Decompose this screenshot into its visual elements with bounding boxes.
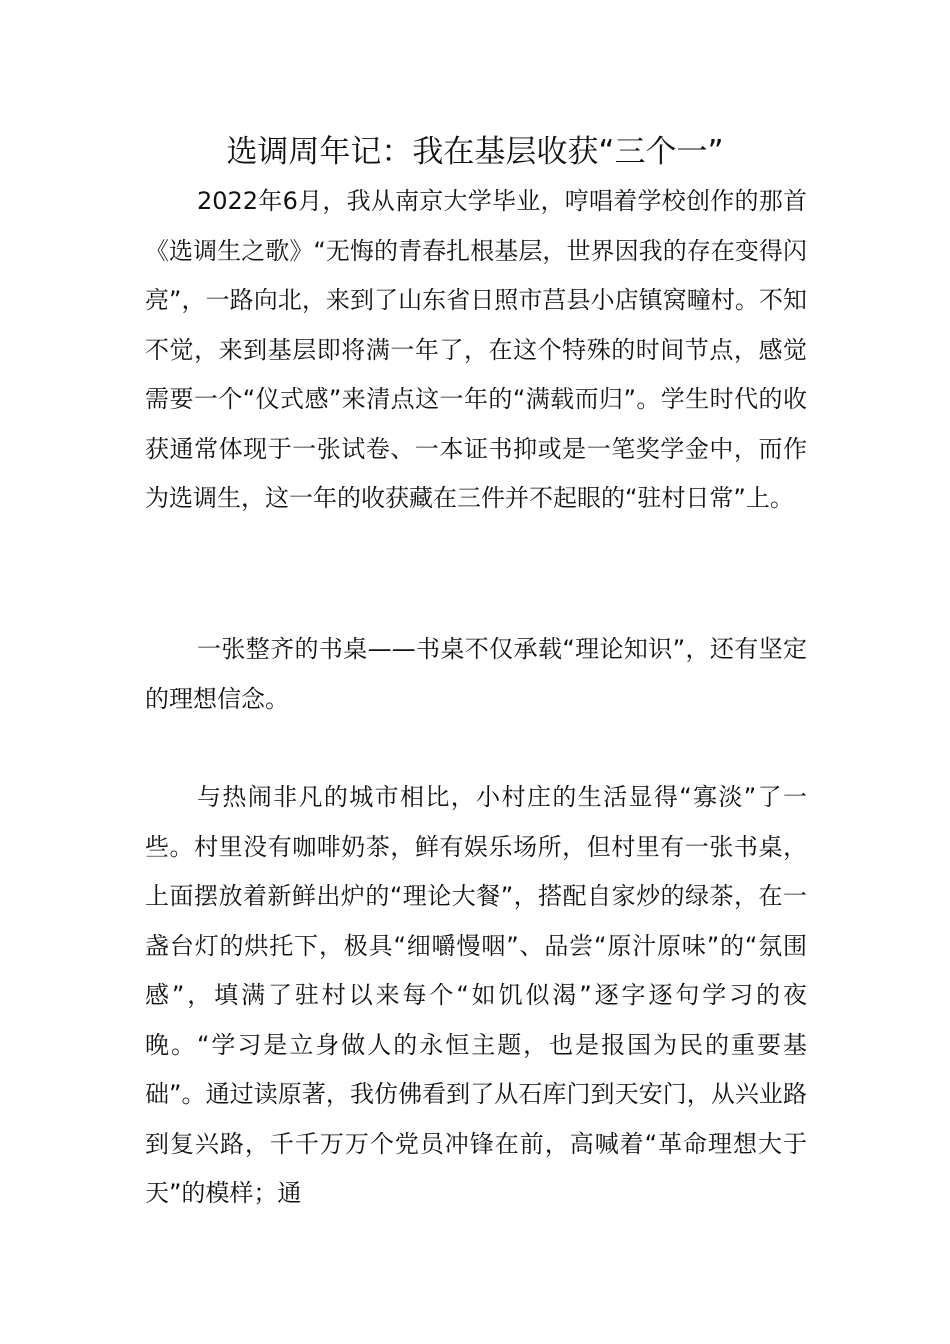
- paragraph-graduation: 2022年6月，我从南京大学毕业，哼唱着学校创作的那首《选调生之歌》“无悔的青春扎根基层，世界因我的存在变得闪亮”，一路向北，来到了山东省日照市莒县小店镇窝疃村。不知不觉，来到基层即将满一年了，在这个特殊的时间节点，感觉需要一个“仪式感”来清点这一年的“满载而归”。学生时代的收获通常体现于一张试卷、一本证书抑或是一笔奖学金中，而作为选调生，这一年的收获藏在三件并不起眼的“驻村日常”上。: [145, 187, 807, 512]
- paragraph-desk-heading: 一张整齐的书桌——书桌不仅承载“理论知识”，还有坚定的理想信念。: [145, 635, 807, 713]
- page-title: 选调周年记：我在基层收获“三个一”: [226, 134, 724, 170]
- paragraph-village-life: 与热闹非凡的城市相比，小村庄的生活显得“寡淡”了一些。村里没有咖啡奶茶，鲜有娱乐场所，但村里有一张书桌，上面摆放着新鲜出炉的“理论大餐”，搭配自家炒的绿茶，在一盏台灯的烘托下，极具“细嚼慢咽”、品尝“原汁原味”的“氛围感”，填满了驻村以来每个“如饥似渴”逐字逐句学习的夜晚。“学习是立身做人的永恒主题，也是报国为民的重要基础”。通过读原著，我仿佛看到了从石库门到天安门，从兴业路到复兴路，千千万万个党员冲锋在前，高喊着“革命理想大于天”的模样；通: [145, 783, 807, 1207]
